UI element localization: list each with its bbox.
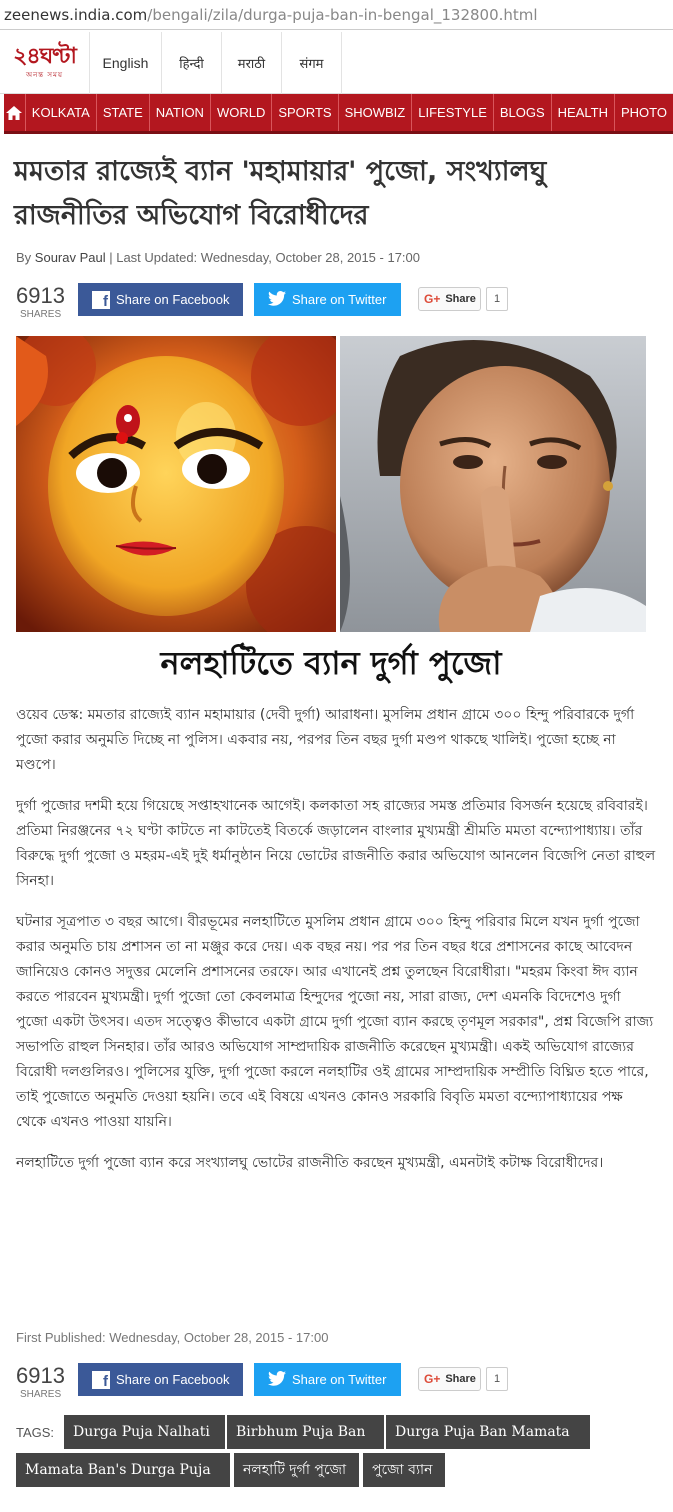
address-bar[interactable] (0, 0, 673, 30)
tag-link[interactable]: Durga Puja Nalhati (64, 1415, 225, 1449)
share-gplus-button[interactable] (418, 1367, 481, 1391)
facebook-icon: f (92, 291, 110, 309)
share-twitter-button[interactable] (254, 1363, 401, 1396)
nav-item-world[interactable]: WORLD (211, 94, 272, 131)
share-bar-bottom (14, 1363, 534, 1403)
gplus-label: Share (445, 1373, 476, 1385)
twitter-label: Share on Twitter (292, 1372, 387, 1387)
author-link[interactable]: Sourav Paul (34, 250, 106, 265)
logo-mark: ২৪ঘণ্টা (13, 43, 76, 69)
lang-link-hindi[interactable]: हिन्दी (162, 32, 222, 94)
nav-item-showbiz[interactable]: SHOWBIZ (339, 94, 413, 131)
first-published: First Published: Wednesday, October 28, 2015 - 17:00 (16, 1330, 329, 1345)
language-links (90, 32, 342, 93)
article-byline (16, 250, 420, 265)
tag-link[interactable]: পুজো ব্যান (363, 1453, 445, 1487)
share-count-label: SHARES (20, 1389, 62, 1400)
nav-item-kolkata[interactable]: KOLKATA (26, 94, 97, 131)
twitter-label: Share on Twitter (292, 292, 387, 307)
tags-label: TAGS: (16, 1425, 55, 1440)
url-text[interactable] (0, 6, 538, 24)
nav-item-nation[interactable]: NATION (150, 94, 211, 131)
nav-item-health[interactable]: HEALTH (552, 94, 615, 131)
share-twitter-button[interactable] (254, 283, 401, 316)
nav-item-photo[interactable]: PHOTO (621, 105, 667, 120)
nav-item-state[interactable]: STATE (97, 94, 150, 131)
share-gplus-button[interactable] (418, 287, 481, 311)
article-body (16, 703, 656, 1192)
tag-link[interactable]: Mamata Ban's Durga Puja (16, 1453, 230, 1487)
gplus-icon: G+ (424, 1372, 441, 1386)
site-logo[interactable] (0, 32, 90, 94)
facebook-icon: f (92, 1371, 110, 1389)
twitter-icon (268, 291, 286, 309)
home-icon[interactable] (4, 94, 26, 131)
share-facebook-button[interactable] (78, 283, 243, 316)
share-count: 6913 (16, 1363, 65, 1388)
article-image (16, 336, 646, 686)
facebook-label: Share on Facebook (116, 1372, 230, 1387)
url-path: /bengali/zila/durga-puja-ban-in-bengal_132800.html (147, 5, 538, 24)
nav-item-sports[interactable]: SPORTS (272, 94, 338, 131)
site-header (0, 32, 673, 94)
byline-prefix: By (16, 250, 35, 265)
tag-link[interactable]: নলহাটি দুর্গা পুজো (234, 1453, 359, 1487)
lang-link-english[interactable]: English (90, 32, 162, 94)
body-paragraph: ওয়েব ডেস্ক: মমতার রাজ্যেই ব্যান মহামায়ার (দেবী দুর্গা) আরাধনা। মুসলিম প্রধান গ্রামে ৩০০ হিন্দু পরিবারকে দুর্গা পুজো করার অনুমতি দিচ্ছে না পুলিস। একবার নয়, পরপর তিন বছর দুর্গা মণ্ডপ থাকছে খালিই। পুজো হচ্ছে না মণ্ডপে। (16, 707, 635, 773)
lang-link-sangam[interactable]: संगम (282, 32, 342, 94)
tag-link[interactable]: Birbhum Puja Ban (227, 1415, 384, 1449)
share-bar-top (14, 283, 534, 323)
share-count: 6913 (16, 283, 65, 308)
body-paragraph: ঘটনার সূত্রপাত ৩ বছর আগে। বীরভূমের নলহাটিতে মুসলিম প্রধান গ্রামে ৩০০ হিন্দু পরিবার মিলে যখন দুর্গা পুজো করার অনুমতি চায় প্রশাসন তা না মঞ্জুর করে দেয়। এক বছর নয়। পর পর তিন বছর ধরে প্রশাসনের কাছে আবেদন জানিয়েও কোনও সদুত্তর মেলেনি প্রশাসনের তরফে। আর এখানেই প্রশ্ন তুলছেন বিরোধীরা। "মহরম কিংবা ঈদ ব্যান করতে পারবেন মুখ্যমন্ত্রী। দুর্গা পুজো তো কেবলমাত্র হিন্দুদের পুজো নয়, সারা রাজ্য, দেশ এমনকি বিদেশেও দুর্গা পুজো একটা উৎসব। এতদ সত্ত্বেও কীভাবে একটা গ্রামে দুর্গা পুজো ব্যান করছে তৃণমূল সরকার", প্রশ্ন বিজেপি রাজ্য সভাপতি রাহুল সিনহার। তাঁর আরও অভিযোগ সাম্প্রদায়িক রাজনীতি করেছেন মুখ্যমন্ত্রী। একই অভিযোগ রাজ্যের বিরোধী দলগুলিরও। পুলিসের যুক্তি, দুর্গা পুজো করলে নলহাটির ওই গ্রামের সাম্প্রদায়িক সম্প্রীতি বিঘ্নিত হতে পারে, তাই পুজোতে অনুমতি দেওয়া হয়নি। তবে এই বিষয়ে এখনও কোনও সরকারি বিবৃতি মমতা বন্দ্যোপাধ্যায়ের পক্ষ থেকে এখনও পাওয়া যায়নি। (16, 914, 654, 1130)
twitter-icon (268, 1371, 286, 1389)
facebook-label: Share on Facebook (116, 292, 230, 307)
mamata-photo (340, 336, 646, 632)
logo-tagline: অনন্ত সময় (26, 71, 63, 79)
main-nav (4, 94, 673, 134)
share-facebook-button[interactable] (78, 1363, 243, 1396)
lang-link-marathi[interactable]: मराठी (222, 32, 282, 94)
gplus-count: 1 (486, 287, 508, 311)
durga-idol-photo (16, 336, 336, 632)
last-updated: | Last Updated: Wednesday, October 28, 2015 - 17:00 (105, 250, 420, 265)
gplus-label: Share (445, 293, 476, 305)
url-host: zeenews.india.com (4, 5, 148, 24)
body-paragraph: নলহাটিতে দুর্গা পুজো ব্যান করে সংখ্যালঘু ভোটের রাজনীতি করছেন মুখ্যমন্ত্রী, এমনটাই কটাক্ষ বিরোধীদের। (16, 1155, 604, 1171)
share-count-label: SHARES (20, 309, 62, 320)
nav-item-lifestyle[interactable]: LIFESTYLE (412, 94, 494, 131)
gplus-icon: G+ (424, 292, 441, 306)
body-paragraph: দুর্গা পুজোর দশমী হয়ে গিয়েছে সপ্তাহখানেক আগেই। কলকাতা সহ রাজ্যের সমস্ত প্রতিমার বিসর্জন হয়েছে রবিবারই। প্রতিমা নিরঞ্জনের ৭২ ঘণ্টা কাটতে না কাটতেই বিতর্কে জড়ালেন বাংলার মুখ্যমন্ত্রী শ্রীমতি মমতা বন্দ্যোপাধ্যায়। তাঁর বিরুদ্ধে দুর্গা পুজো ও মহরম-এই দুই ধর্মানুষ্ঠান নিয়ে ভোটের রাজনীতি করার অভিযোগ আনলেন বিজেপি নেতা রাহুল সিনহা। (16, 798, 656, 889)
tag-link[interactable]: Durga Puja Ban Mamata (386, 1415, 590, 1449)
gplus-count: 1 (486, 1367, 508, 1391)
article-title: মমতার রাজ্যেই ব্যান 'মহামায়ার' পুজো, সংখ্যালঘু রাজনীতির অভিযোগ বিরোধীদের (14, 156, 547, 231)
image-caption: নলহাটিতে ব্যান দুর্গা পুজো (160, 644, 502, 682)
nav-item-blogs[interactable]: BLOGS (494, 94, 552, 131)
